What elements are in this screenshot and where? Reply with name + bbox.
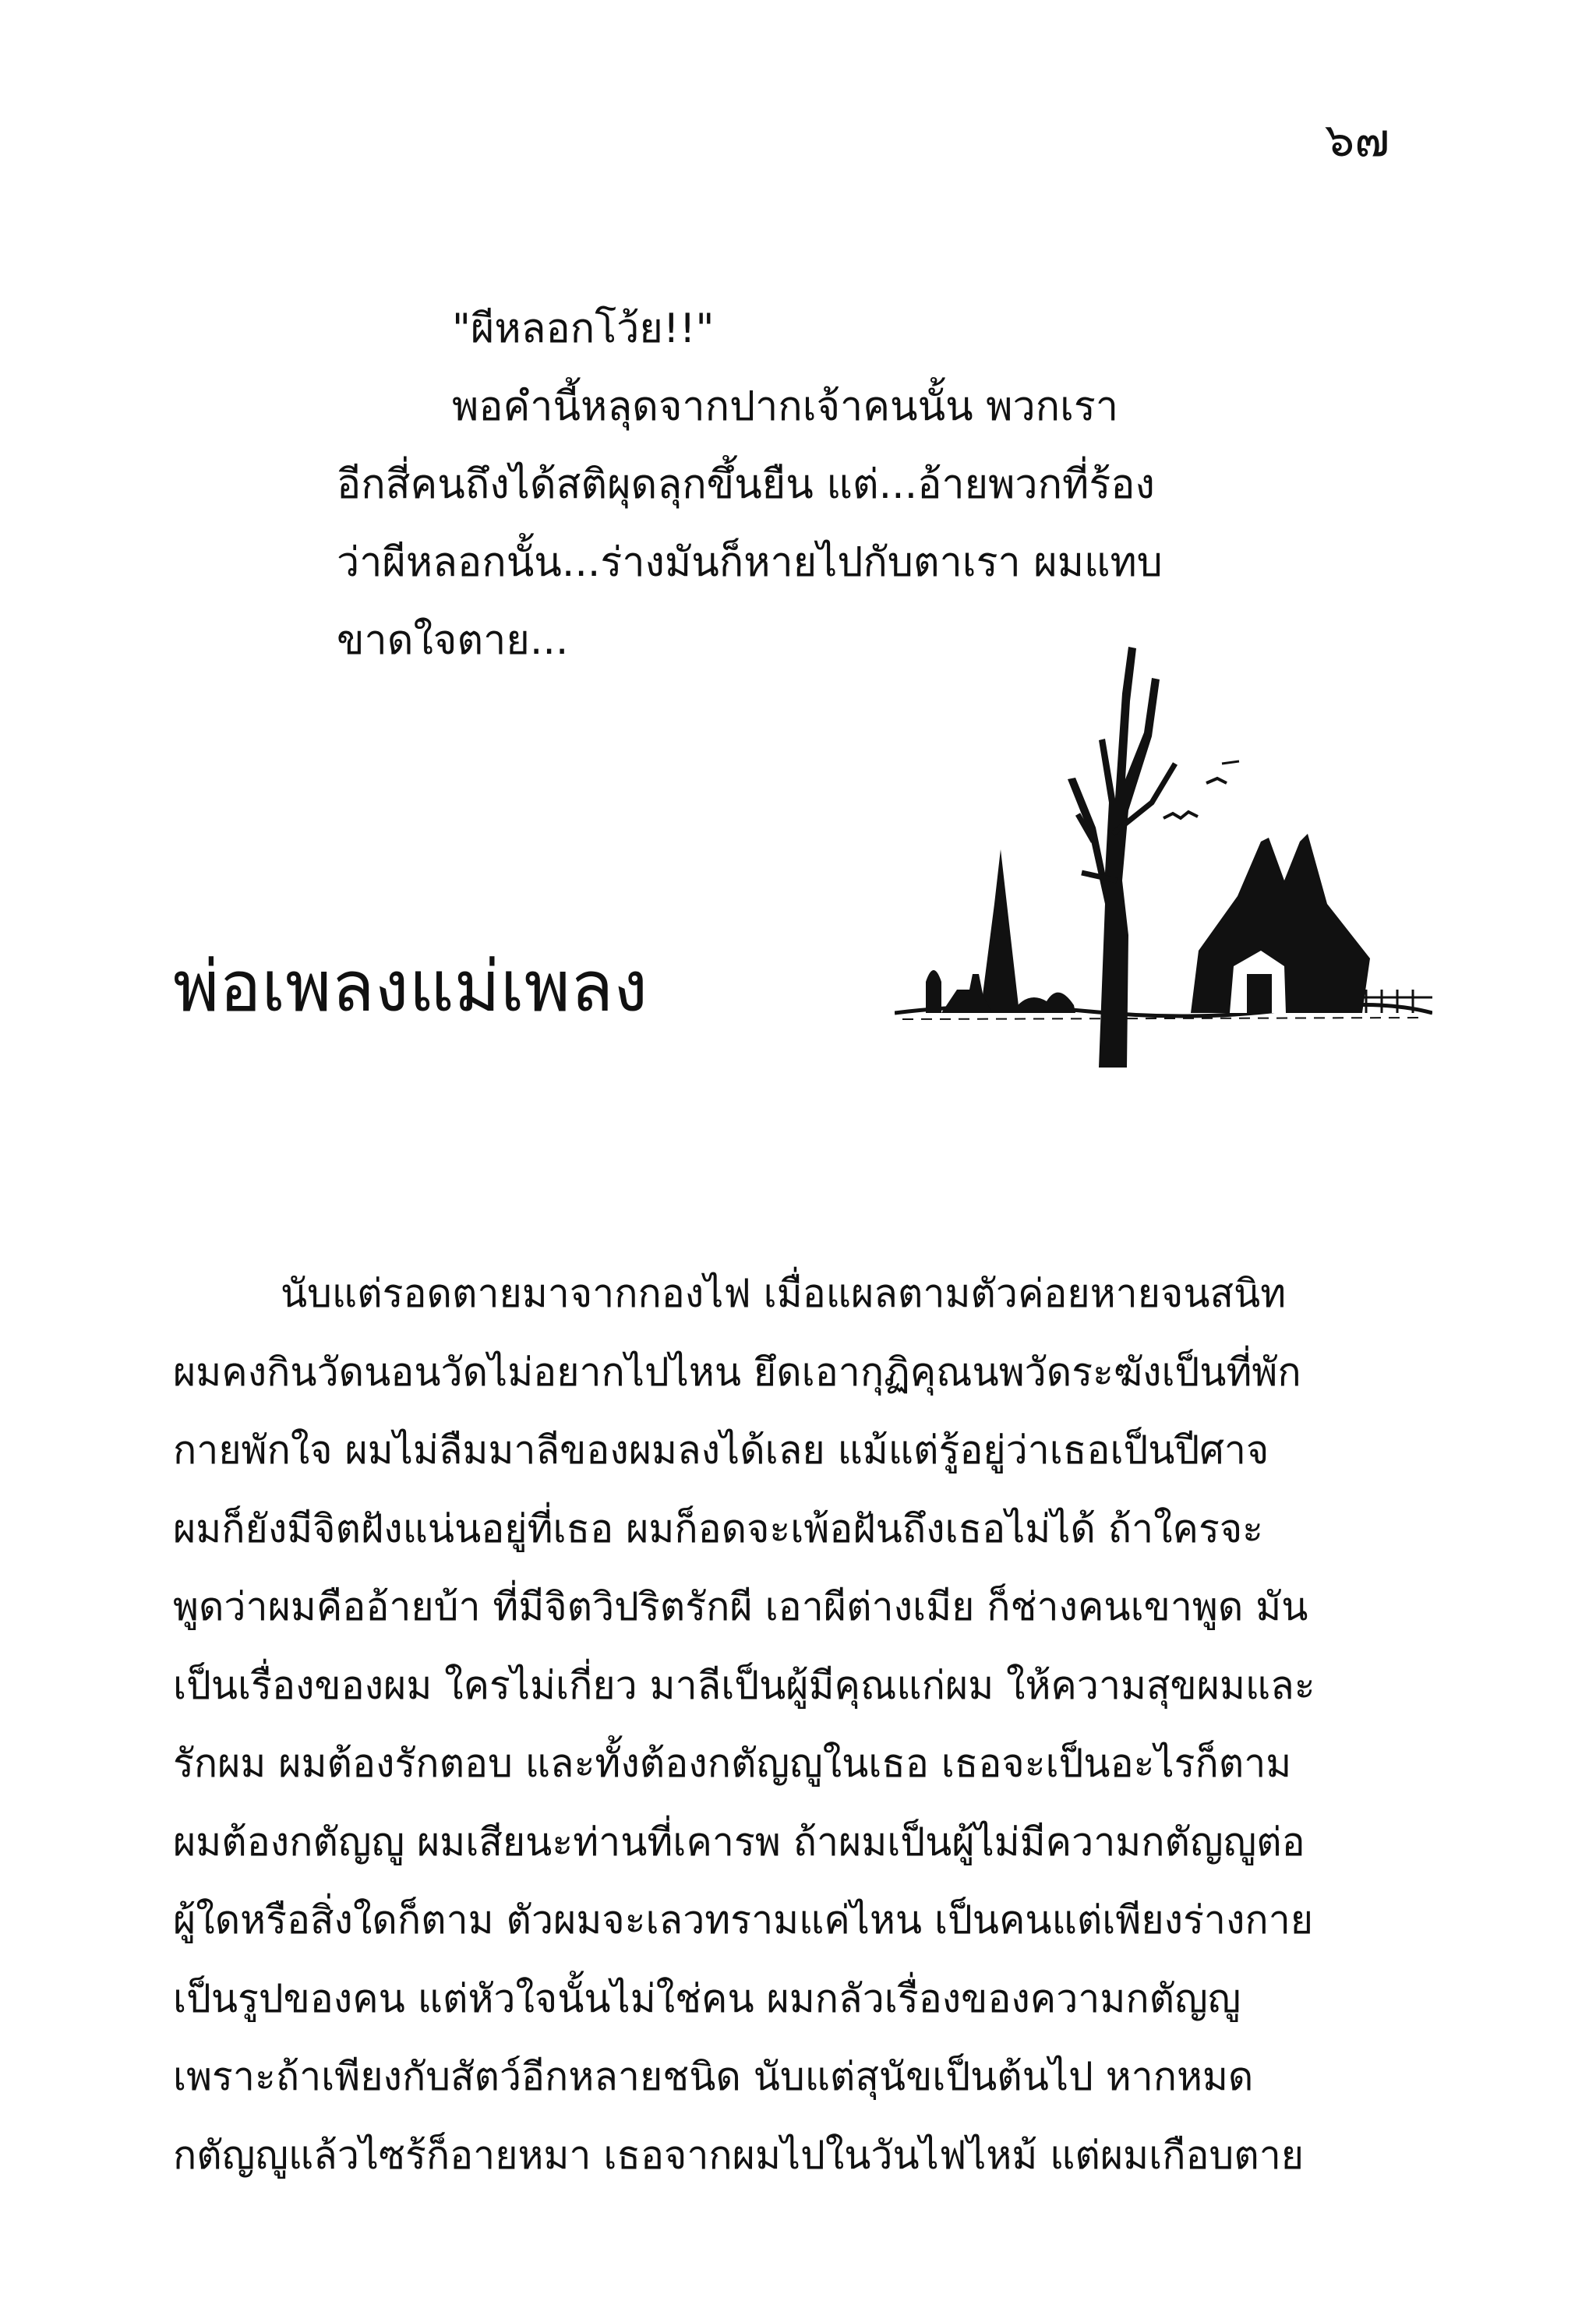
opening-line: ขาดใจตาย... [337,617,569,664]
body-line: นับแต่รอดตายมาจากกองไฟ เมื่อแผลตามตัวค่อยหายจนสนิท [281,1271,1287,1316]
chapter-title: พ่อเพลงแม่เพลง [173,946,648,1028]
opening-quote: "ผีหลอกโว้ย!!" [452,305,715,352]
opening-line: พอคำนี้หลุดจากปากเจ้าคนนั้น พวกเรา [452,383,1119,430]
body-line: เป็นเรื่องของผม ใครไม่เกี่ยว มาลีเป็นผู้มีคุณแก่ผม ให้ความสุขผมและ [173,1662,1315,1708]
body-line: ผมก็ยังมีจิตฝังแน่นอยู่ที่เธอ ผมก็อดจะเพ้อฝันถึงเธอไม่ได้ ถ้าใครจะ [173,1505,1263,1551]
body-paragraph [173,1255,1428,2194]
body-line: ผมคงกินวัดนอนวัดไม่อยากไปไหน ยึดเอากุฏิคุณนพวัดระฆังเป็นที่พัก [173,1349,1301,1395]
body-line: รักผม ผมต้องรักตอบ และทั้งต้องกตัญญูในเธอ เธอจะเป็นอะไรก็ตาม [173,1741,1292,1786]
body-line: ผู้ใดหรือสิ่งใดก็ตาม ตัวผมจะเลวทรามแค่ไหน เป็นคนแต่เพียงร่างกาย [173,1897,1314,1943]
body-line: กตัญญูแล้วไซร้ก็อายหมา เธอจากผมไปในวันไฟไหม้ แต่ผมเกือบตาย [173,2132,1305,2178]
page-number: ๖๗ [1325,113,1390,168]
body-line: ผมต้องกตัญญู ผมเสียนะท่านที่เคารพ ถ้าผมเป็นผู้ไม่มีความกตัญญูต่อ [173,1819,1305,1865]
body-line: เป็นรูปของคน แต่หัวใจนั้นไม่ใช่คน ผมกลัวเรื่องของความกตัญญู [173,1975,1241,2021]
body-line: กายพักใจ ผมไม่ลืมมาลีของผมลงได้เลย แม้แต่รู้อยู่ว่าเธอเป็นปีศาจ [173,1428,1269,1473]
temple-tree-illustration [895,647,1432,1068]
body-line: พูดว่าผมคืออ้ายบ้า ที่มีจิตวิปริตรักผี เอาผีต่างเมีย ก็ช่างคนเขาพูด มัน [173,1584,1308,1629]
opening-line: ว่าผีหลอกนั้น...ร่างมันก็หายไปกับตาเรา ผมแทบ [337,539,1163,586]
opening-line: อีกสี่คนถึงได้สติผุดลุกขึ้นยืน แต่...อ้ายพวกที่ร้อง [337,461,1155,508]
body-line: เพราะถ้าเพียงกับสัตว์อีกหลายชนิด นับแต่สุนัขเป็นต้นไป หากหมด [173,2054,1254,2099]
opening-passage [337,290,1256,679]
